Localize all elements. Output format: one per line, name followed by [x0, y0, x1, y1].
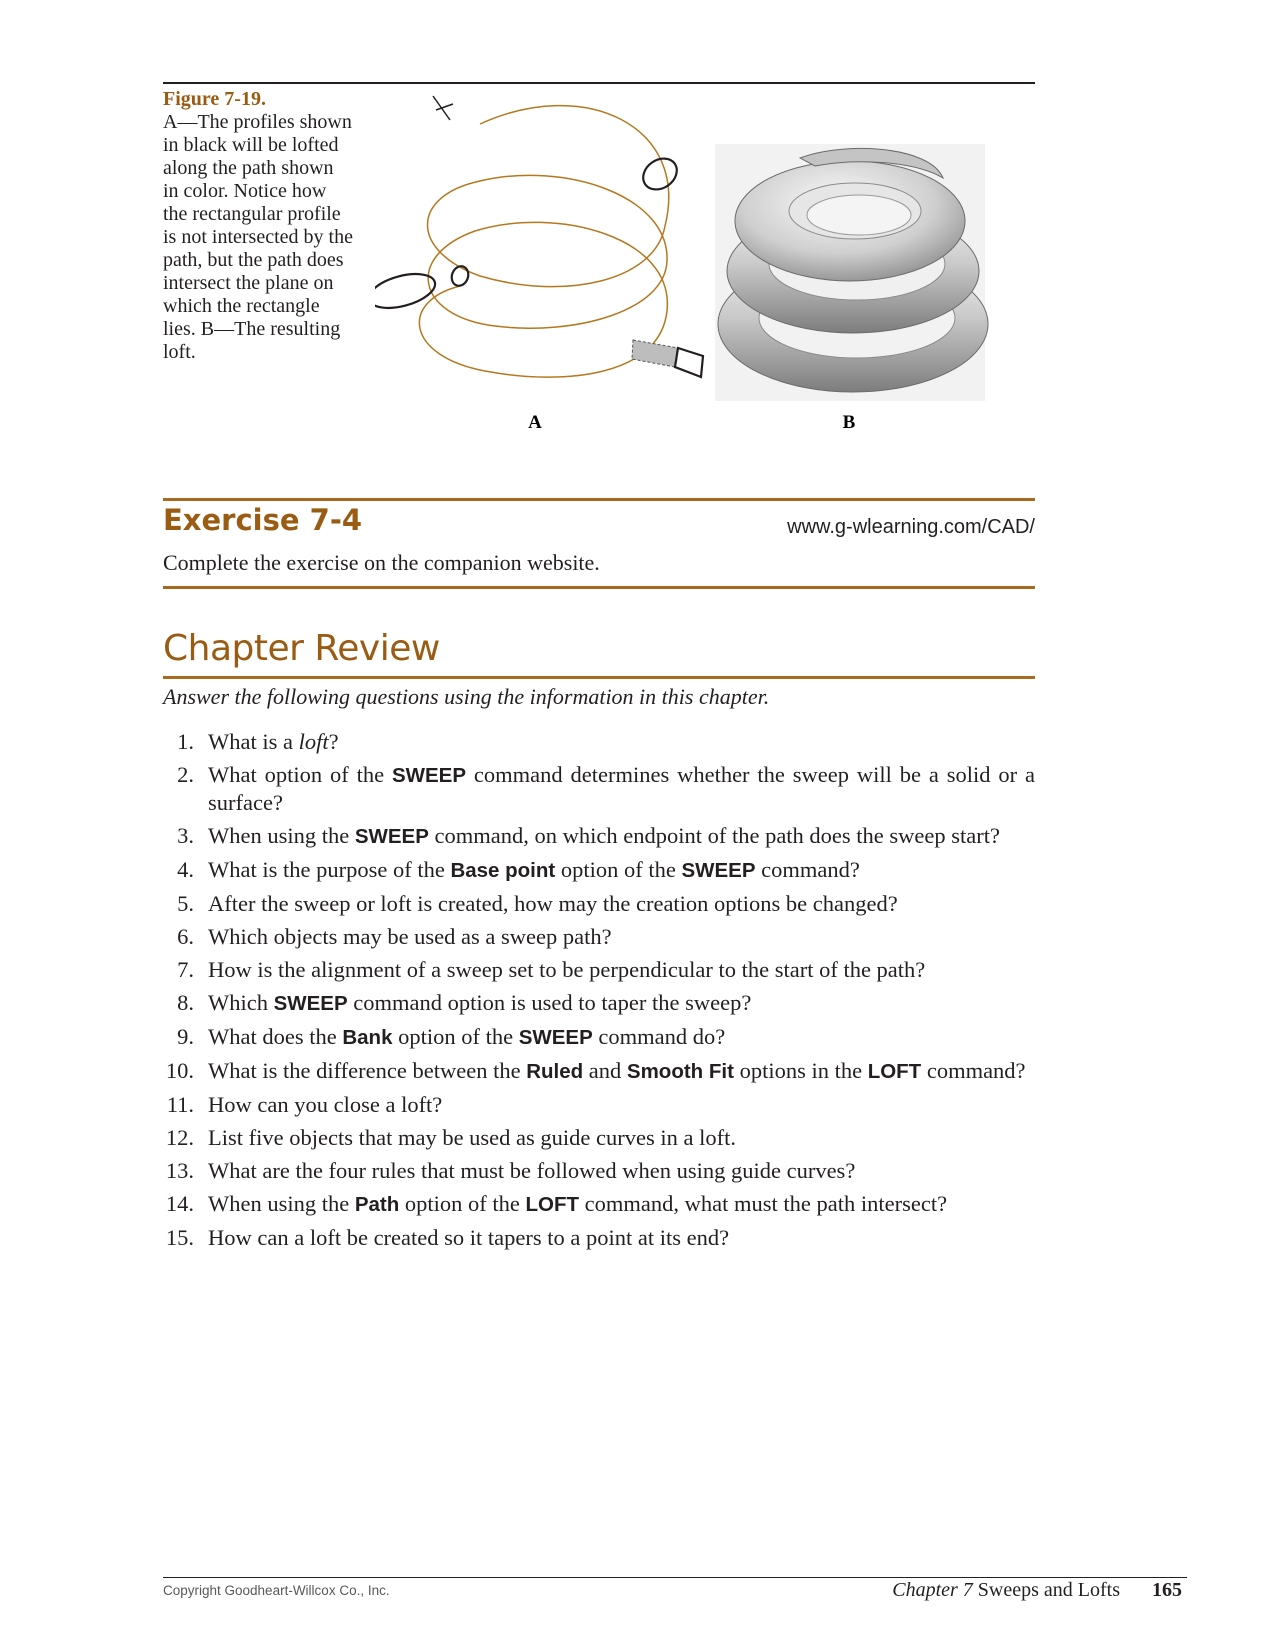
question-text: What are the four rules that must be followed when using guide curves? [208, 1158, 856, 1183]
question-text: Which objects may be used as a sweep path? [208, 924, 612, 949]
question-number: 15. [165, 1225, 194, 1250]
profile-left [375, 268, 439, 315]
question-text: What is a [208, 729, 299, 754]
question-number: 14. [165, 1191, 194, 1216]
command-name: LOFT [867, 1060, 922, 1083]
question-item [163, 761, 1035, 816]
question-item [163, 1224, 1035, 1251]
command-name: Path [354, 1193, 400, 1216]
question-text: When using the [208, 823, 355, 848]
question-number: 5. [177, 891, 194, 916]
question-text: command, on which endpoint of the path does the sweep start? [428, 823, 1000, 848]
question-item [163, 890, 1035, 917]
footer-copyright: Copyright Goodheart-Willcox Co., Inc. [163, 1583, 390, 1598]
question-number: 6. [177, 924, 194, 949]
question-text: How can you close a loft? [208, 1092, 443, 1117]
exercise-top-rule [163, 498, 1035, 501]
exercise-text: Complete the exercise on the companion website. [163, 550, 600, 575]
exercise-title: Exercise 7-4 [163, 503, 363, 537]
question-item [163, 1057, 1035, 1085]
question-text: How can a loft be created so it tapers to a point at its end? [208, 1225, 730, 1250]
command-name: Base point [450, 859, 556, 882]
question-text: Which [208, 990, 274, 1015]
question-number: 7. [177, 957, 194, 982]
page-number: 165 [1152, 1579, 1182, 1601]
question-number: 9. [177, 1024, 194, 1049]
question-text: command do? [592, 1024, 726, 1049]
question-number: 10. [165, 1058, 194, 1083]
chapter-review-rule [163, 676, 1035, 679]
question-text: option of the [399, 1191, 526, 1216]
question-text: What option of the [208, 762, 392, 787]
question-text: option of the [392, 1024, 519, 1049]
figure-caption-text: A—The profiles shown in black will be lofted along the path shown in color. Notice how the rectangular profile is not intersected by the path, but the path does intersect the plane on which the rectangle lies. B—The resulting loft. [163, 111, 353, 363]
figure-top-rule [163, 82, 1035, 84]
command-name: Bank [342, 1026, 393, 1049]
rectangle-profile [632, 340, 703, 377]
command-name: SWEEP [354, 825, 429, 848]
question-text: List five objects that may be used as guide curves in a loft. [208, 1125, 736, 1150]
question-text: What is the difference between the [208, 1058, 527, 1083]
footer-chapter [892, 1579, 1120, 1602]
question-text: command, what must the path intersect? [579, 1191, 948, 1216]
command-name: Ruled [526, 1060, 584, 1083]
question-item [163, 728, 1035, 755]
question-text: command? [921, 1058, 1026, 1083]
figure-label-a: A [528, 412, 542, 433]
question-text: How is the alignment of a sweep set to be perpendicular to the start of the path? [208, 957, 926, 982]
question-item [163, 923, 1035, 950]
question-text: and [583, 1058, 627, 1083]
exercise-bottom-rule [163, 586, 1035, 589]
question-item [163, 1124, 1035, 1151]
loft-result [715, 144, 988, 401]
figure-illustration [375, 86, 1045, 466]
question-text: When using the [208, 1191, 355, 1216]
chapter-review-intro: Answer the following questions using the information in this chapter. [163, 684, 770, 709]
question-number: 11. [166, 1092, 194, 1117]
question-number: 3. [177, 823, 194, 848]
question-text: After the sweep or loft is created, how may the creation options be changed? [208, 891, 898, 916]
path-start-marker [433, 96, 453, 120]
footer-rule [163, 1577, 1187, 1578]
figure-label-b: B [842, 412, 856, 433]
question-text: command option is used to taper the sweep? [347, 990, 752, 1015]
question-text: command? [755, 857, 860, 882]
question-text: What is the purpose of the [208, 857, 451, 882]
question-item [163, 1091, 1035, 1118]
question-text: options in the [733, 1058, 868, 1083]
command-name: SWEEP [681, 859, 756, 882]
command-name: SWEEP [518, 1026, 593, 1049]
emphasis-term: loft [298, 729, 329, 754]
command-name: SWEEP [273, 992, 348, 1015]
exercise-url[interactable]: www.g-wlearning.com/CAD/ [787, 516, 1035, 538]
question-text: option of the [555, 857, 682, 882]
question-number: 1. [177, 729, 194, 754]
footer-chapter-title: Sweeps and Lofts [977, 1579, 1120, 1601]
footer-chapter-label: Chapter 7 [892, 1579, 973, 1601]
question-text: command determines whether the sweep will be a solid or a surface? [208, 762, 1035, 815]
question-item [163, 822, 1035, 850]
question-list [163, 728, 1035, 1257]
profile-small-top [637, 152, 683, 196]
question-item [163, 1023, 1035, 1051]
question-item [163, 1157, 1035, 1184]
command-name: LOFT [525, 1193, 580, 1216]
command-name: SWEEP [391, 764, 467, 787]
question-item [163, 956, 1035, 983]
question-text: ? [328, 729, 339, 754]
question-item [163, 989, 1035, 1017]
question-number: 2. [177, 762, 194, 787]
helix-path [419, 106, 668, 378]
command-name: Smooth Fit [626, 1060, 734, 1083]
question-number: 4. [177, 857, 194, 882]
figure-number: Figure 7-19. [163, 88, 266, 110]
question-item [163, 856, 1035, 884]
question-item [163, 1190, 1035, 1218]
figure-caption [163, 88, 353, 364]
chapter-review-title: Chapter Review [163, 628, 440, 669]
question-number: 12. [165, 1125, 194, 1150]
question-text: What does the [208, 1024, 343, 1049]
question-number: 13. [165, 1158, 194, 1183]
question-number: 8. [177, 990, 194, 1015]
